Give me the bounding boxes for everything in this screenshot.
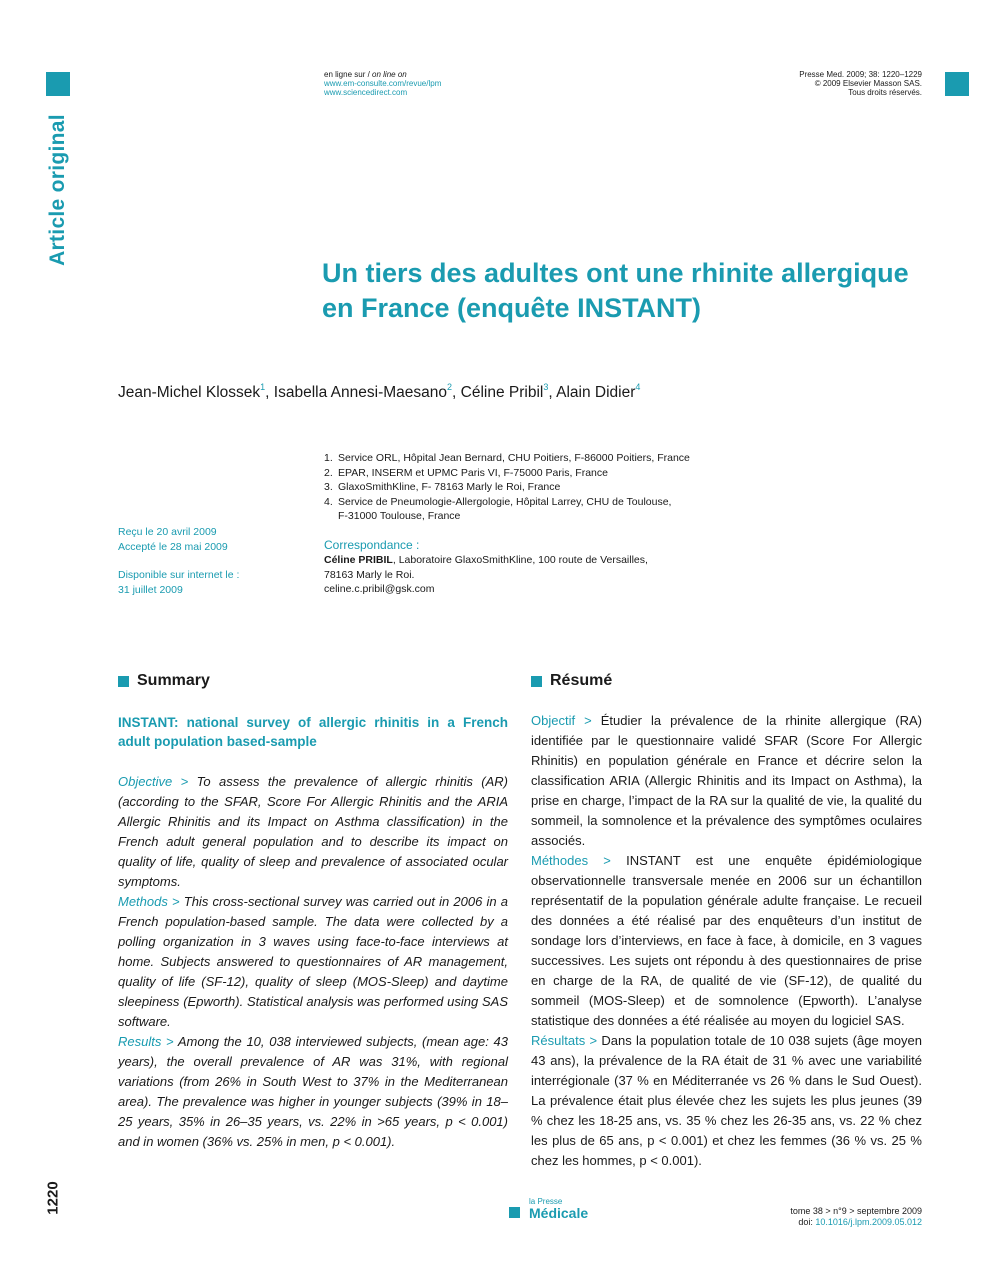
affiliation-text: Service ORL, Hôpital Jean Bernard, CHU Poitiers, F-86000 Poitiers, France (338, 452, 690, 464)
section-key: Objectif > (531, 713, 592, 728)
article-title (322, 256, 932, 326)
corner-square-left (46, 72, 70, 96)
author-name: Alain Didier (556, 384, 636, 401)
corner-square-right (945, 72, 969, 96)
online-date-label: Disponible sur internet le : (118, 569, 240, 581)
summary-heading-text: Summary (137, 672, 210, 689)
section-text: Among the 10, 038 interviewed subjects, (mean age: 43 years), the overall prevalence of AR was 31%, with regional variations (from 26% in South West to 37% in the Mediterranean area). The prevalence was higher in younger subjects (39% in 18–25 years, 35% in 26–35 years, vs. 22% in >65 years, p < 0.001) and in women (36% vs. 25% in men, p < 0.001). (118, 1034, 508, 1149)
section-key: Results > (118, 1034, 174, 1049)
affiliation-item (324, 466, 744, 481)
affiliation-text: F-31000 Toulouse, France (338, 510, 461, 522)
author-affiliation-ref[interactable]: 2 (447, 382, 453, 392)
summary-heading (118, 672, 210, 690)
accepted-date: Accepté le 28 mai 2009 (118, 540, 228, 553)
affiliation-item (324, 509, 744, 524)
resume-paragraph (531, 1031, 922, 1171)
section-key: Méthodes > (531, 853, 611, 868)
online-date: 31 juillet 2009 (118, 583, 183, 596)
online-availability: en ligne sur / on line on www.em-consulte.com/revue/lpm www.sciencedirect.com (324, 70, 442, 97)
section-label: Article original (46, 114, 69, 266)
url-link[interactable]: www.em-consulte.com/revue/lpm (324, 79, 442, 88)
doi-link[interactable]: 10.1016/j.lpm.2009.05.012 (815, 1216, 922, 1227)
resume-paragraph (531, 711, 922, 851)
affiliation-number: 4. (324, 495, 333, 508)
page-footer (790, 1206, 922, 1227)
correspondence-address-line: 78163 Marly le Roi. (324, 568, 415, 581)
author-affiliation-ref[interactable]: 1 (260, 382, 266, 392)
affiliation-item (324, 495, 744, 510)
online-label: en ligne sur (324, 70, 366, 79)
section-key: Objective > (118, 774, 189, 789)
logo-big-text: Médicale (529, 1205, 589, 1221)
correspondence-address: , Laboratoire GlaxoSmithKline, 100 route de Versailles, (392, 554, 648, 566)
author-separator: , (265, 384, 274, 401)
resume-paragraph (531, 851, 922, 1031)
summary-paragraph (118, 1032, 508, 1152)
citation-line: Tous droits réservés. (848, 88, 922, 97)
summary-paragraph (118, 772, 508, 892)
resume-body (531, 711, 922, 1171)
online-label-en: on line on (372, 70, 407, 79)
section-text: This cross-sectional survey was carried out in 2006 in a French population-based sample. The data were collected by a polling organization in 3 waves using face-to-face interviews at home. Subjects answered to questionnaires of AR management, quality of life (SF-12), quality of sleep (MOS-Sleep) and daytime sleepiness (Epworth). Statistical analysis was performed using SAS software. (118, 894, 508, 1029)
resume-heading-text: Résumé (550, 672, 613, 689)
heading-square-icon (118, 676, 129, 687)
title-line: en France (enquête INSTANT) (322, 293, 702, 323)
section-text: Étudier la prévalence de la rhinite allergique (RA) identifiée par le questionnaire validé SFAR (Score For Allergic Rhinitis) en population générale en France et décrire selon la classification ARIA (Allergic Rhinitis and its Impact on Asthma), la prise en charge, l’impact de la RA sur la qualité de vie, la qualité du sommeil, la somnolence et la prévalence des symptômes oculaires associés. (531, 713, 922, 848)
affiliation-item (324, 451, 744, 466)
affiliation-number (324, 509, 338, 524)
doi-label: doi: (798, 1216, 816, 1227)
section-key: Methods > (118, 894, 180, 909)
author-separator: , (452, 384, 461, 401)
author-name: Isabella Annesi-Maesano (273, 384, 447, 401)
section-text: INSTANT est une enquête épidémiologique observationnelle transversale menée en 2006 sur un échantillon représentatif de la population générale adulte française. Le recueil des données a été réalisé par des enquêteurs d’un institut de sondage lors d’interviews, en face à face, à domicile, en 3 vagues successives. Les sujets ont répondu à des questionnaires de prise en charge de la RA, de qualité de vie (SF-12), de qualité du sommeil (MOS-Sleep) et de somnolence (Epworth). L’analyse statistique des données a été réalisée au moyen du logiciel SAS. (531, 853, 922, 1028)
affiliation-item (324, 480, 744, 495)
logo-square-icon (509, 1207, 520, 1218)
correspondence-heading: Correspondance : (324, 538, 420, 552)
logo-small-text: la Presse (529, 1197, 563, 1206)
correspondence (324, 538, 684, 597)
affiliation-number: 1. (324, 452, 333, 464)
correspondence-name: Céline PRIBIL (324, 554, 393, 566)
author-affiliation-ref[interactable]: 4 (635, 382, 641, 392)
affiliation-number: 3. (324, 481, 333, 493)
section-text: Dans la population totale de 10 038 sujets (âge moyen 43 ans), la prévalence de la RA était de 31 % avec une variabilité interrégionale (37 % en Méditerranée vs 26 % dans le Sud Ouest). La prévalence était plus élevée chez les sujets les plus jeunes (39 % chez les 18-25 ans, vs. 35 % chez les 26-35 ans, vs. 22 % chez les plus de 65 ans, p < 0.001) et chez les femmes (36 % vs. 25 % chez les hommes, p < 0.001). (531, 1033, 922, 1168)
author-name: Céline Pribil (460, 384, 544, 401)
affiliation-text: GlaxoSmithKline, F- 78163 Marly le Roi, France (338, 481, 561, 493)
affiliation-list (324, 451, 744, 524)
citation-line: © 2009 Elsevier Masson SAS. (814, 79, 922, 88)
affiliation-text: Service de Pneumologie-Allergologie, Hôpital Larrey, CHU de Toulouse, (338, 495, 672, 508)
summary-title: INSTANT: national survey of allergic rhinitis in a French adult population based-sample (118, 715, 508, 749)
heading-square-icon (531, 676, 542, 687)
section-text: To assess the prevalence of allergic rhinitis (AR) (according to the SFAR, Score For Allergic Rhinitis and the ARIA Allergic Rhinitis and its Impact on Asthma classification) in the French adult general population and to describe its impact on quality of life, quality of sleep and prevalence of associated ocular symptoms. (118, 774, 508, 889)
correspondence-email[interactable]: celine.c.pribil@gsk.com (324, 583, 435, 595)
affiliation-number: 2. (324, 466, 333, 479)
section-key: Résultats > (531, 1033, 598, 1048)
url-link[interactable]: www.sciencedirect.com (324, 88, 408, 97)
journal-citation (799, 70, 922, 97)
author-separator: , (548, 384, 557, 401)
journal-logo (509, 1198, 588, 1221)
author-name: Jean-Michel Klossek (118, 384, 261, 401)
citation-line: Presse Med. 2009; 38: 1220–1229 (799, 70, 922, 79)
affiliation-text: EPAR, INSERM et UPMC Paris VI, F-75000 Paris, France (338, 466, 608, 479)
summary-paragraph (118, 892, 508, 1032)
author-list (118, 382, 640, 402)
title-line: Un tiers des adultes ont une rhinite allergique (322, 258, 909, 288)
author-affiliation-ref[interactable]: 3 (543, 382, 549, 392)
issue-info: tome 38 > n°9 > septembre 2009 (790, 1206, 922, 1216)
article-dates (118, 525, 239, 597)
resume-heading (531, 672, 612, 690)
summary-body (118, 772, 508, 1152)
page-number: 1220 (44, 1181, 62, 1215)
received-date: Reçu le 20 avril 2009 (118, 526, 217, 538)
